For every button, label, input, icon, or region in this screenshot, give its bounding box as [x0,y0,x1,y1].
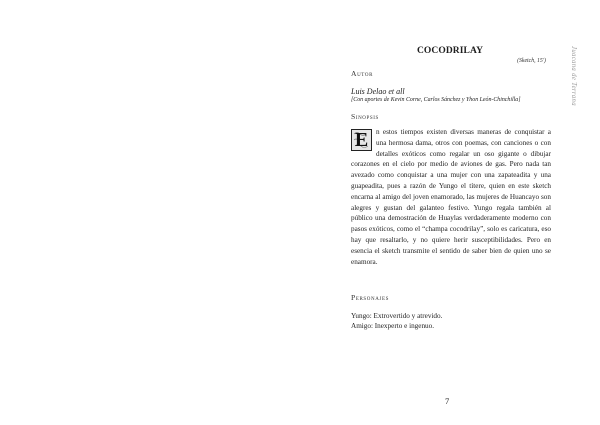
drop-cap-letter: E [354,129,369,151]
character-line: Yungo: Extrovertido y atrevido. [351,312,443,320]
duration-note: (Sketch, 15') [517,58,546,64]
page-number: 7 [445,396,450,406]
synopsis-heading: Sinopsis [351,112,379,121]
drop-cap-ornament [351,129,372,151]
author-heading: Autor [351,69,374,78]
synopsis-body [351,127,551,267]
running-head: Juacana de Terrana [570,46,577,106]
characters-heading: Personajes [351,293,390,302]
play-title: COCODRILAY [416,46,484,56]
contributors-note: [Con aportes de Kevin Corne, Carlos Sánchez y Yhon León-Chinchilla] [351,97,521,103]
synopsis-text: n estos tiempos existen diversas maneras de conquistar a una hermosa dama, otros con poemas, con canciones o con detalles exóticos como regalar un oso gigante o dibujar corazones en el cielo por medio de aviones de gas. Pero nada tan avezado como conquistar a una mujer con una zapateadita y una guapeadita, pues a razón de Yungo el títere, quien en este sketch encarna al amigo del joven enamorado, las mujeres de Huancayo son alegres y gustan del galanteo festivo. Yungo regala también al público una demostración de Huaylas verdaderamente moderno con pasos exóticos, como el “champa cocodrilay”, solo es caricatura, eso hay que resaltarlo, y no quiere herir susceptibilidades. Pero en esencia el sketch transmite el sentido de saber bien de quien uno se enamora. [351,128,551,266]
character-line: Amigo: Inexperto e ingenuo. [351,322,435,330]
author-name: Luis Delao et all [351,87,405,96]
